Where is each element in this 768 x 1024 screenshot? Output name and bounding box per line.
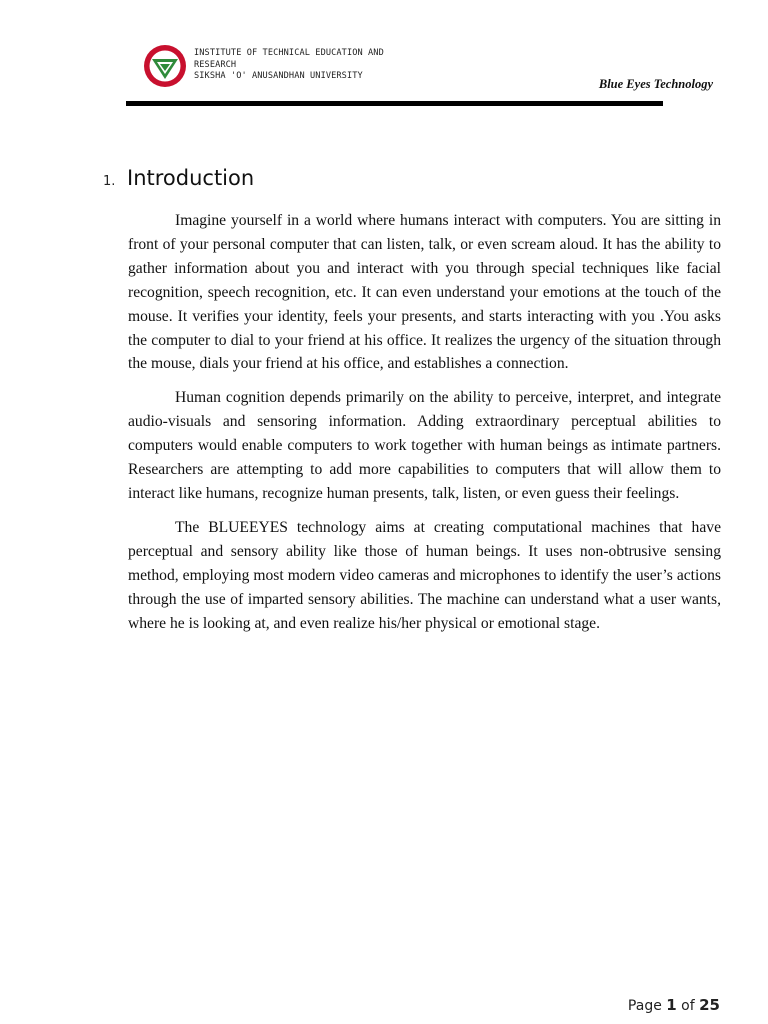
paragraph: The BLUEEYES technology aims at creating computational machines that have perceptual and sensory ability like those of human beings. It uses non-obtrusive sensing method, employing most modern video cameras and microphones to identify the user’s actions through the use of imparted sensory abilities. The machine can understand what a user wants, where he is looking at, and even realize his/her physical or emotional stage.: [128, 518, 721, 632]
institute-name: [194, 48, 384, 83]
institute-logo: [142, 43, 188, 89]
paragraph: Imagine yourself in a world where humans interact with computers. You are sitting in front of your personal computer that can listen, talk, or even scream aloud. It has the ability to gather information about you and interact with you through special techniques like facial recognition, speech recognition, etc. It can even understand your emotions at the touch of the mouse. It verifies your identity, feels your presents, and starts interacting with you .You asks the computer to dial to your friend at his office. It realizes the urgency of the situation through the mouse, dials your friend at his office, and establishes a connection.: [128, 212, 721, 373]
page-of: of: [681, 998, 695, 1014]
institute-line: SIKSHA 'O' ANUSANDHAN UNIVERSITY: [194, 71, 363, 81]
institute-line: RESEARCH: [194, 59, 237, 70]
section-title: Introduction: [127, 166, 255, 190]
page-word: Page: [627, 998, 662, 1014]
page-total: 25: [699, 996, 720, 1014]
header-rule: [126, 101, 663, 106]
section-heading: [103, 166, 254, 190]
page-current: 1: [666, 996, 677, 1014]
document-title: Blue Eyes Technology: [598, 77, 713, 91]
paragraph: Human cognition depends primarily on the ability to perceive, interpret, and integrate audio-visuals and sensoring information. Adding extraordinary perceptual abilities to computers would enable computers to work together with human beings as intimate partners. Researchers are attempting to add more capabilities to computers that will allow them to interact like humans, recognize human presents, talk, listen, or even guess their feelings.: [128, 389, 721, 502]
page-counter: [628, 996, 720, 1014]
institute-line: INSTITUTE OF TECHNICAL EDUCATION AND: [194, 48, 384, 58]
body-text: [128, 209, 721, 645]
section-number: 1.: [103, 174, 116, 189]
